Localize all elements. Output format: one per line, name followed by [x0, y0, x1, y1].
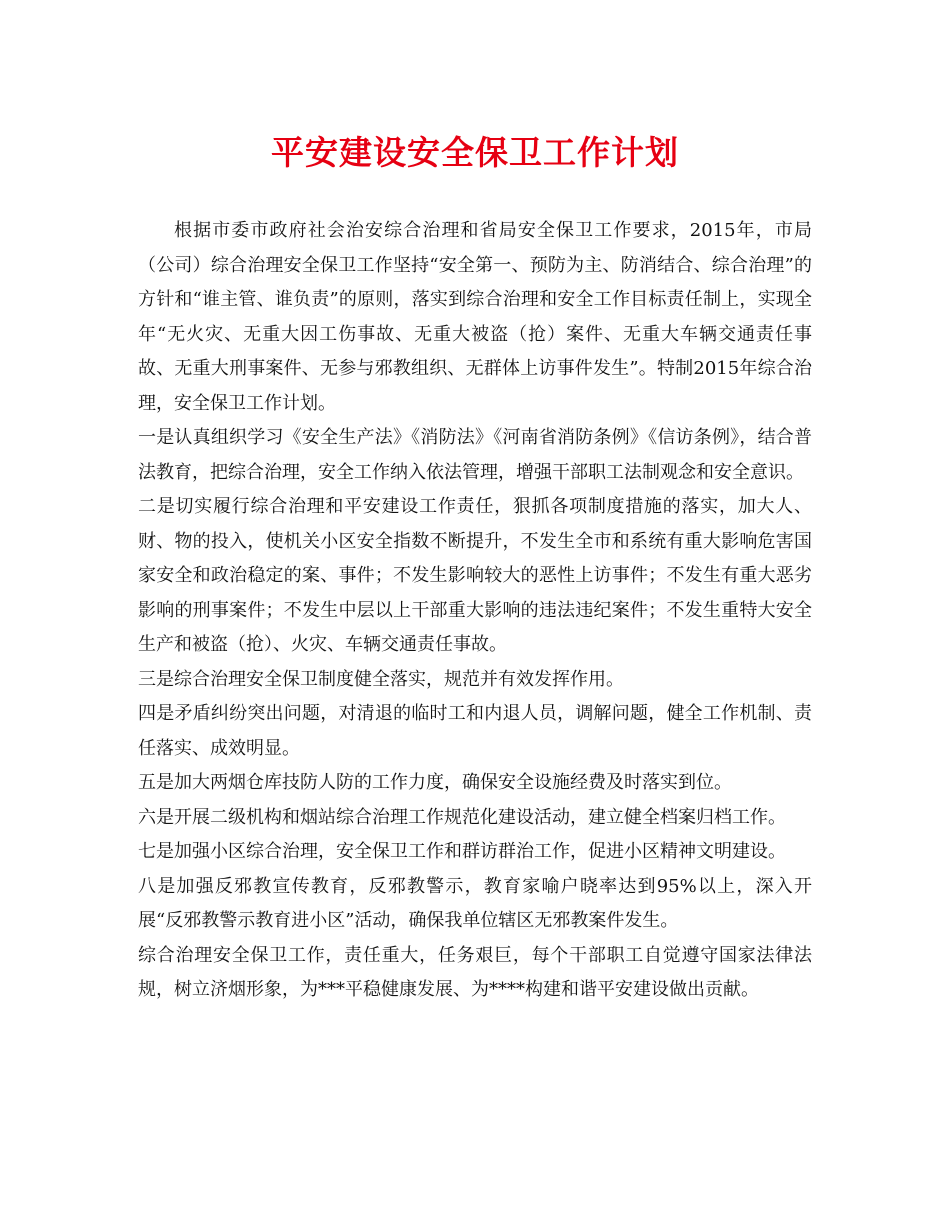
item-paragraph-1: 一是认真组织学习《安全生产法》《消防法》《河南省消防条例》《信访条例》，结合普法教育，把综合治理，安全工作纳入依法管理，增强干部职工法制观念和安全意识。 — [138, 427, 812, 483]
item-paragraph-3: 三是综合治理安全保卫制度健全落实，规范并有效发挥作用。 — [138, 668, 624, 690]
document-title: 平安建设安全保卫工作计划 — [271, 133, 679, 172]
intro-paragraph: 根据市委市政府社会治安综合治理和省局安全保卫工作要求，2015年，市局（公司）综合治理安全保卫工作坚持“安全第一、预防为主、防消结合、综合治理”的方针和“谁主管、谁负责”的原则，落实到综合治理和安全工作目标责任制上，实现全年“无火灾、无重大因工伤事故、无重大被盗（抢）案件、无重大车辆交通责任事故、无重大刑事案件、无参与邪教组织、无群体上访事件发生”。特制2015年综合治理，安全保卫工作计划。 — [138, 220, 812, 414]
item-paragraph-7: 七是加强小区综合治理，安全保卫工作和群访群治工作，促进小区精神文明建设。 — [138, 841, 786, 862]
item-paragraph-5: 五是加大两烟仓库技防人防的工作力度，确保安全设施经费及时落实到位。 — [138, 772, 732, 793]
item-paragraph-2: 二是切实履行综合治理和平安建设工作责任，狠抓各项制度措施的落实，加大人、财、物的投入，使机关小区安全指数不断提升，不发生全市和系统有重大影响危害国家安全和政治稳定的案、事件；不发生影响较大的恶性上访事件；不发生有重大恶劣影响的刑事案件；不发生中层以上干部重大影响的违法违纪案件；不发生重特大安全生产和被盗（抢）、火灾、车辆交通责任事故。 — [138, 496, 812, 655]
item-paragraph-8: 八是加强反邪教宣传教育，反邪教警示，教育家喻户晓率达到95%以上，深入开展“反邪教警示教育进小区”活动，确保我单位辖区无邪教案件发生。 — [138, 875, 812, 931]
item-paragraph-4: 四是矛盾纠纷突出问题，对清退的临时工和内退人员，调解问题，健全工作机制、责任落实、成效明显。 — [138, 703, 812, 759]
document-body — [138, 214, 812, 1008]
item-paragraph-6: 六是开展二级机构和烟站综合治理工作规范化建设活动，建立健全档案归档工作。 — [138, 806, 786, 828]
closing-paragraph: 综合治理安全保卫工作，责任重大，任务艰巨，每个干部职工自觉遵守国家法律法规，树立济烟形象，为***平稳健康发展、为****构建和谐平安建设做出贡献。 — [138, 944, 812, 1000]
